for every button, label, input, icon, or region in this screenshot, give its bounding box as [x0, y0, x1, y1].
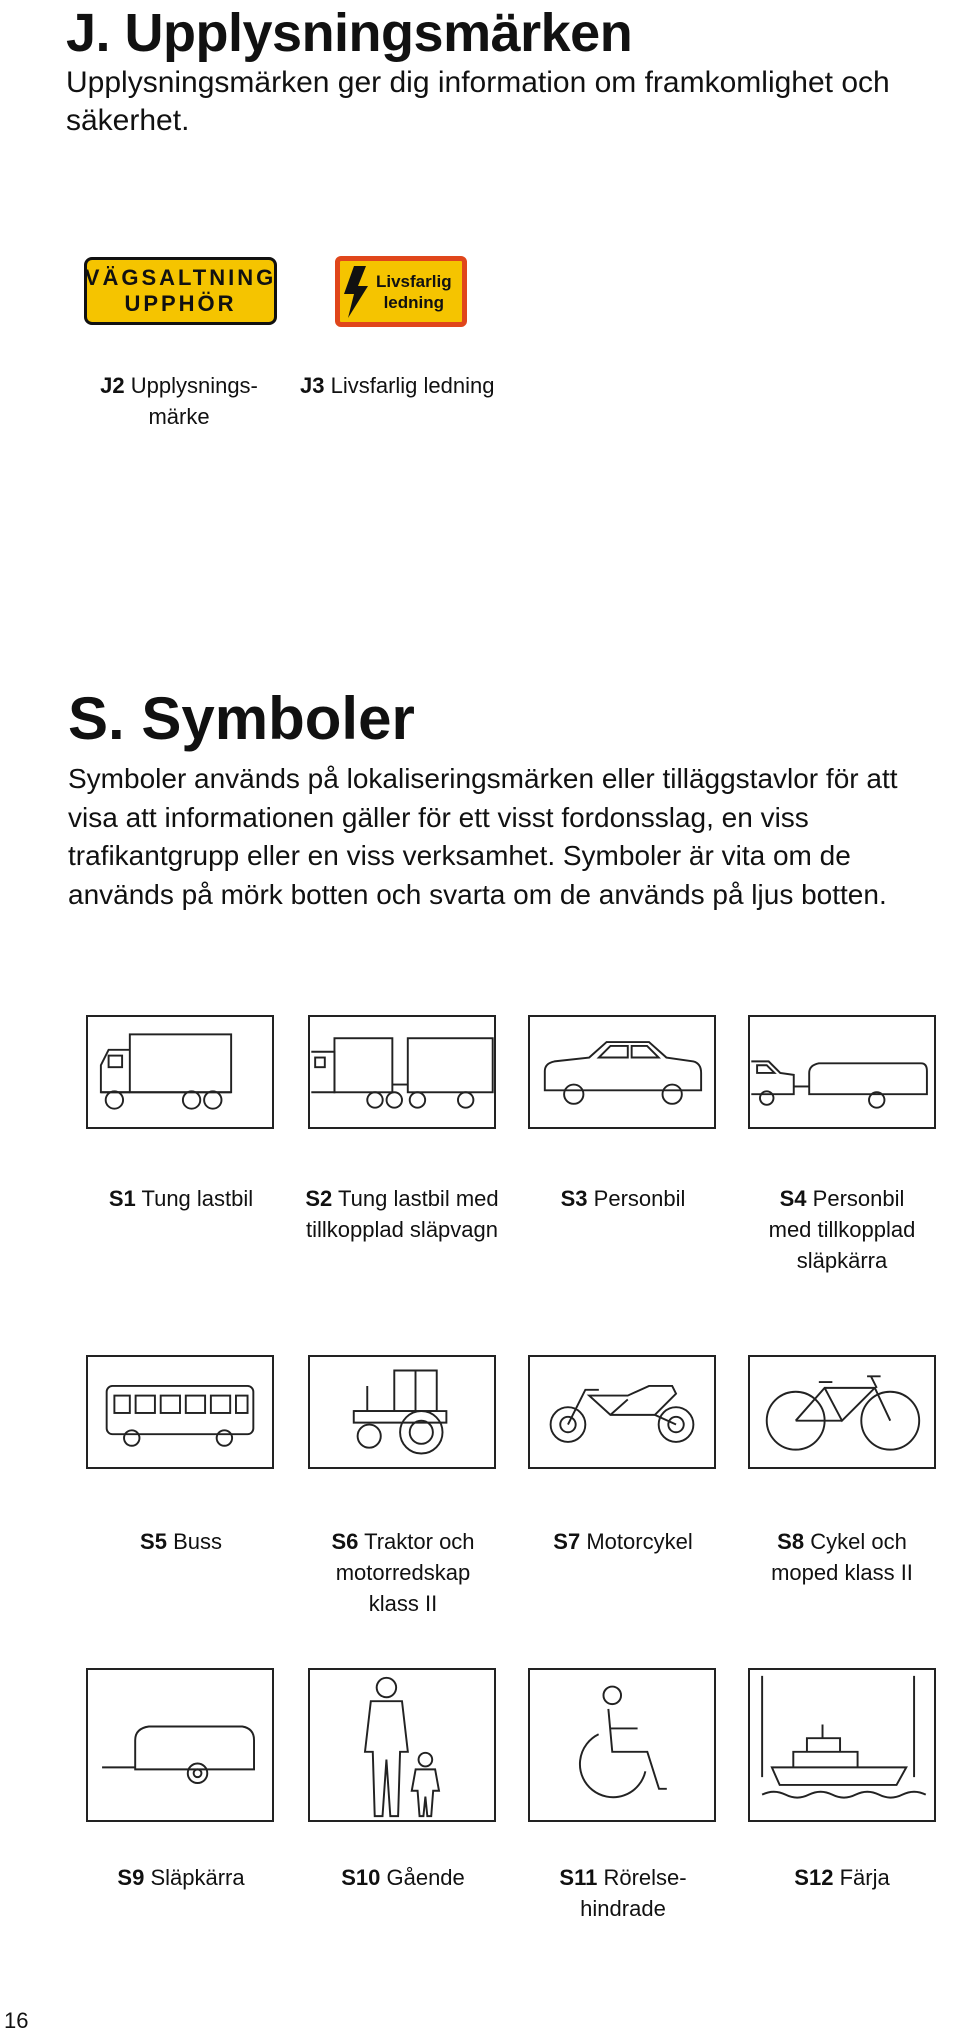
caption-code: S2	[305, 1186, 333, 1211]
section-j-lead: Upplysningsmärken ger dig information om framkomlighet och säkerhet.	[66, 66, 890, 137]
caption-code: S3	[560, 1186, 588, 1211]
caption-s9	[86, 1862, 276, 1893]
tractor-icon	[310, 1357, 494, 1467]
symbol-s1-box	[86, 1015, 274, 1129]
symbol-s2-box	[308, 1015, 496, 1129]
symbol-s10-box	[308, 1668, 496, 1822]
symbol-s4-box	[748, 1015, 936, 1129]
symbol-s5-box	[86, 1355, 274, 1469]
caption-s5	[86, 1526, 276, 1557]
car-with-trailer-icon	[750, 1017, 934, 1127]
car-icon	[530, 1017, 714, 1127]
caption-text: klass II	[368, 1591, 438, 1616]
sign-j3-livsfarlig-ledning	[335, 256, 467, 327]
caption-s6	[308, 1526, 498, 1619]
caption-code: S5	[140, 1529, 167, 1554]
caption-text: med tillkopplad	[768, 1217, 916, 1242]
symbol-s12-box	[748, 1668, 936, 1822]
caption-text: Gående	[386, 1865, 465, 1890]
section-s-title: S. Symboler	[68, 685, 415, 752]
caption-code: J2	[100, 373, 125, 398]
caption-s2	[286, 1183, 518, 1245]
sign-j2-line-1: VÄGSALTNING	[84, 265, 277, 290]
caption-text: Livsfarlig ledning	[330, 373, 495, 398]
caption-text: Släpkärra	[150, 1865, 245, 1890]
caption-text: Färja	[839, 1865, 890, 1890]
caption-code: S8	[777, 1529, 805, 1554]
bus-icon	[88, 1357, 272, 1467]
caption-s10	[308, 1862, 498, 1893]
caption-text: Personbil	[812, 1186, 905, 1211]
caption-text: motorredskap	[335, 1560, 471, 1585]
lightning-bolt-icon	[340, 264, 374, 320]
symbol-s8-box	[748, 1355, 936, 1469]
caption-text: moped klass II	[771, 1560, 913, 1585]
caption-s12	[742, 1862, 942, 1893]
sign-j3-line-1: Livsfarlig	[376, 271, 452, 291]
caption-text: Traktor och	[364, 1529, 475, 1554]
caption-s4	[742, 1183, 942, 1276]
symbol-s11-box	[528, 1668, 716, 1822]
caption-code: S12	[794, 1865, 834, 1890]
sign-j2-line-2: UPPHÖR	[124, 291, 237, 316]
caption-text: Tung lastbil med	[338, 1186, 499, 1211]
caption-text: Upplysnings-	[130, 373, 258, 398]
motorcycle-icon	[530, 1357, 714, 1467]
bicycle-icon	[750, 1357, 934, 1467]
section-s-body: Symboler används på lokaliseringsmärken eller tilläggstavlor för att visa att informationen gäller för ett visst fordonsslag, en viss trafikantgrupp eller en viss verksamhet. Symboler är vita om de används på mörk botten och svarta om de används på ljus botten.	[68, 763, 898, 910]
section-j-title: J. Upplysningsmärken	[66, 3, 633, 63]
caption-code: S1	[108, 1186, 136, 1211]
caption-text: hindrade	[580, 1896, 666, 1921]
caption-code: S4	[779, 1186, 807, 1211]
sign-j2-vagsaltning-upphor	[84, 257, 277, 325]
small-trailer-icon	[88, 1670, 272, 1820]
caption-code: S10	[341, 1865, 381, 1890]
caption-text: Tung lastbil	[141, 1186, 254, 1211]
caption-text: Personbil	[593, 1186, 686, 1211]
caption-text: Rörelse-	[603, 1865, 687, 1890]
caption-code: S7	[553, 1529, 581, 1554]
caption-code: J3	[300, 373, 325, 398]
caption-s11	[528, 1862, 718, 1924]
wheelchair-icon	[530, 1670, 714, 1820]
page-number: 16	[4, 2008, 29, 2033]
caption-text: tillkopplad släpvagn	[305, 1217, 499, 1242]
caption-text: Cykel och	[810, 1529, 907, 1554]
heavy-truck-icon	[88, 1017, 272, 1127]
symbol-s3-box	[528, 1015, 716, 1129]
caption-s1	[86, 1183, 276, 1214]
caption-text: Motorcykel	[586, 1529, 693, 1554]
caption-code: S11	[559, 1865, 598, 1890]
caption-text: märke	[148, 404, 210, 429]
caption-j2	[84, 370, 274, 432]
ferry-icon	[750, 1670, 934, 1820]
pedestrians-icon	[310, 1670, 494, 1820]
symbol-s9-box	[86, 1668, 274, 1822]
caption-s3	[528, 1183, 718, 1214]
truck-with-trailer-icon	[310, 1017, 494, 1127]
caption-code: S6	[331, 1529, 359, 1554]
caption-s8	[742, 1526, 942, 1588]
caption-j3	[300, 370, 520, 401]
symbol-s7-box	[528, 1355, 716, 1469]
caption-code: S9	[117, 1865, 145, 1890]
sign-j3-line-2: ledning	[383, 292, 445, 312]
caption-s7	[528, 1526, 718, 1557]
symbol-s6-box	[308, 1355, 496, 1469]
caption-text: Buss	[173, 1529, 222, 1554]
caption-text: släpkärra	[796, 1248, 888, 1273]
